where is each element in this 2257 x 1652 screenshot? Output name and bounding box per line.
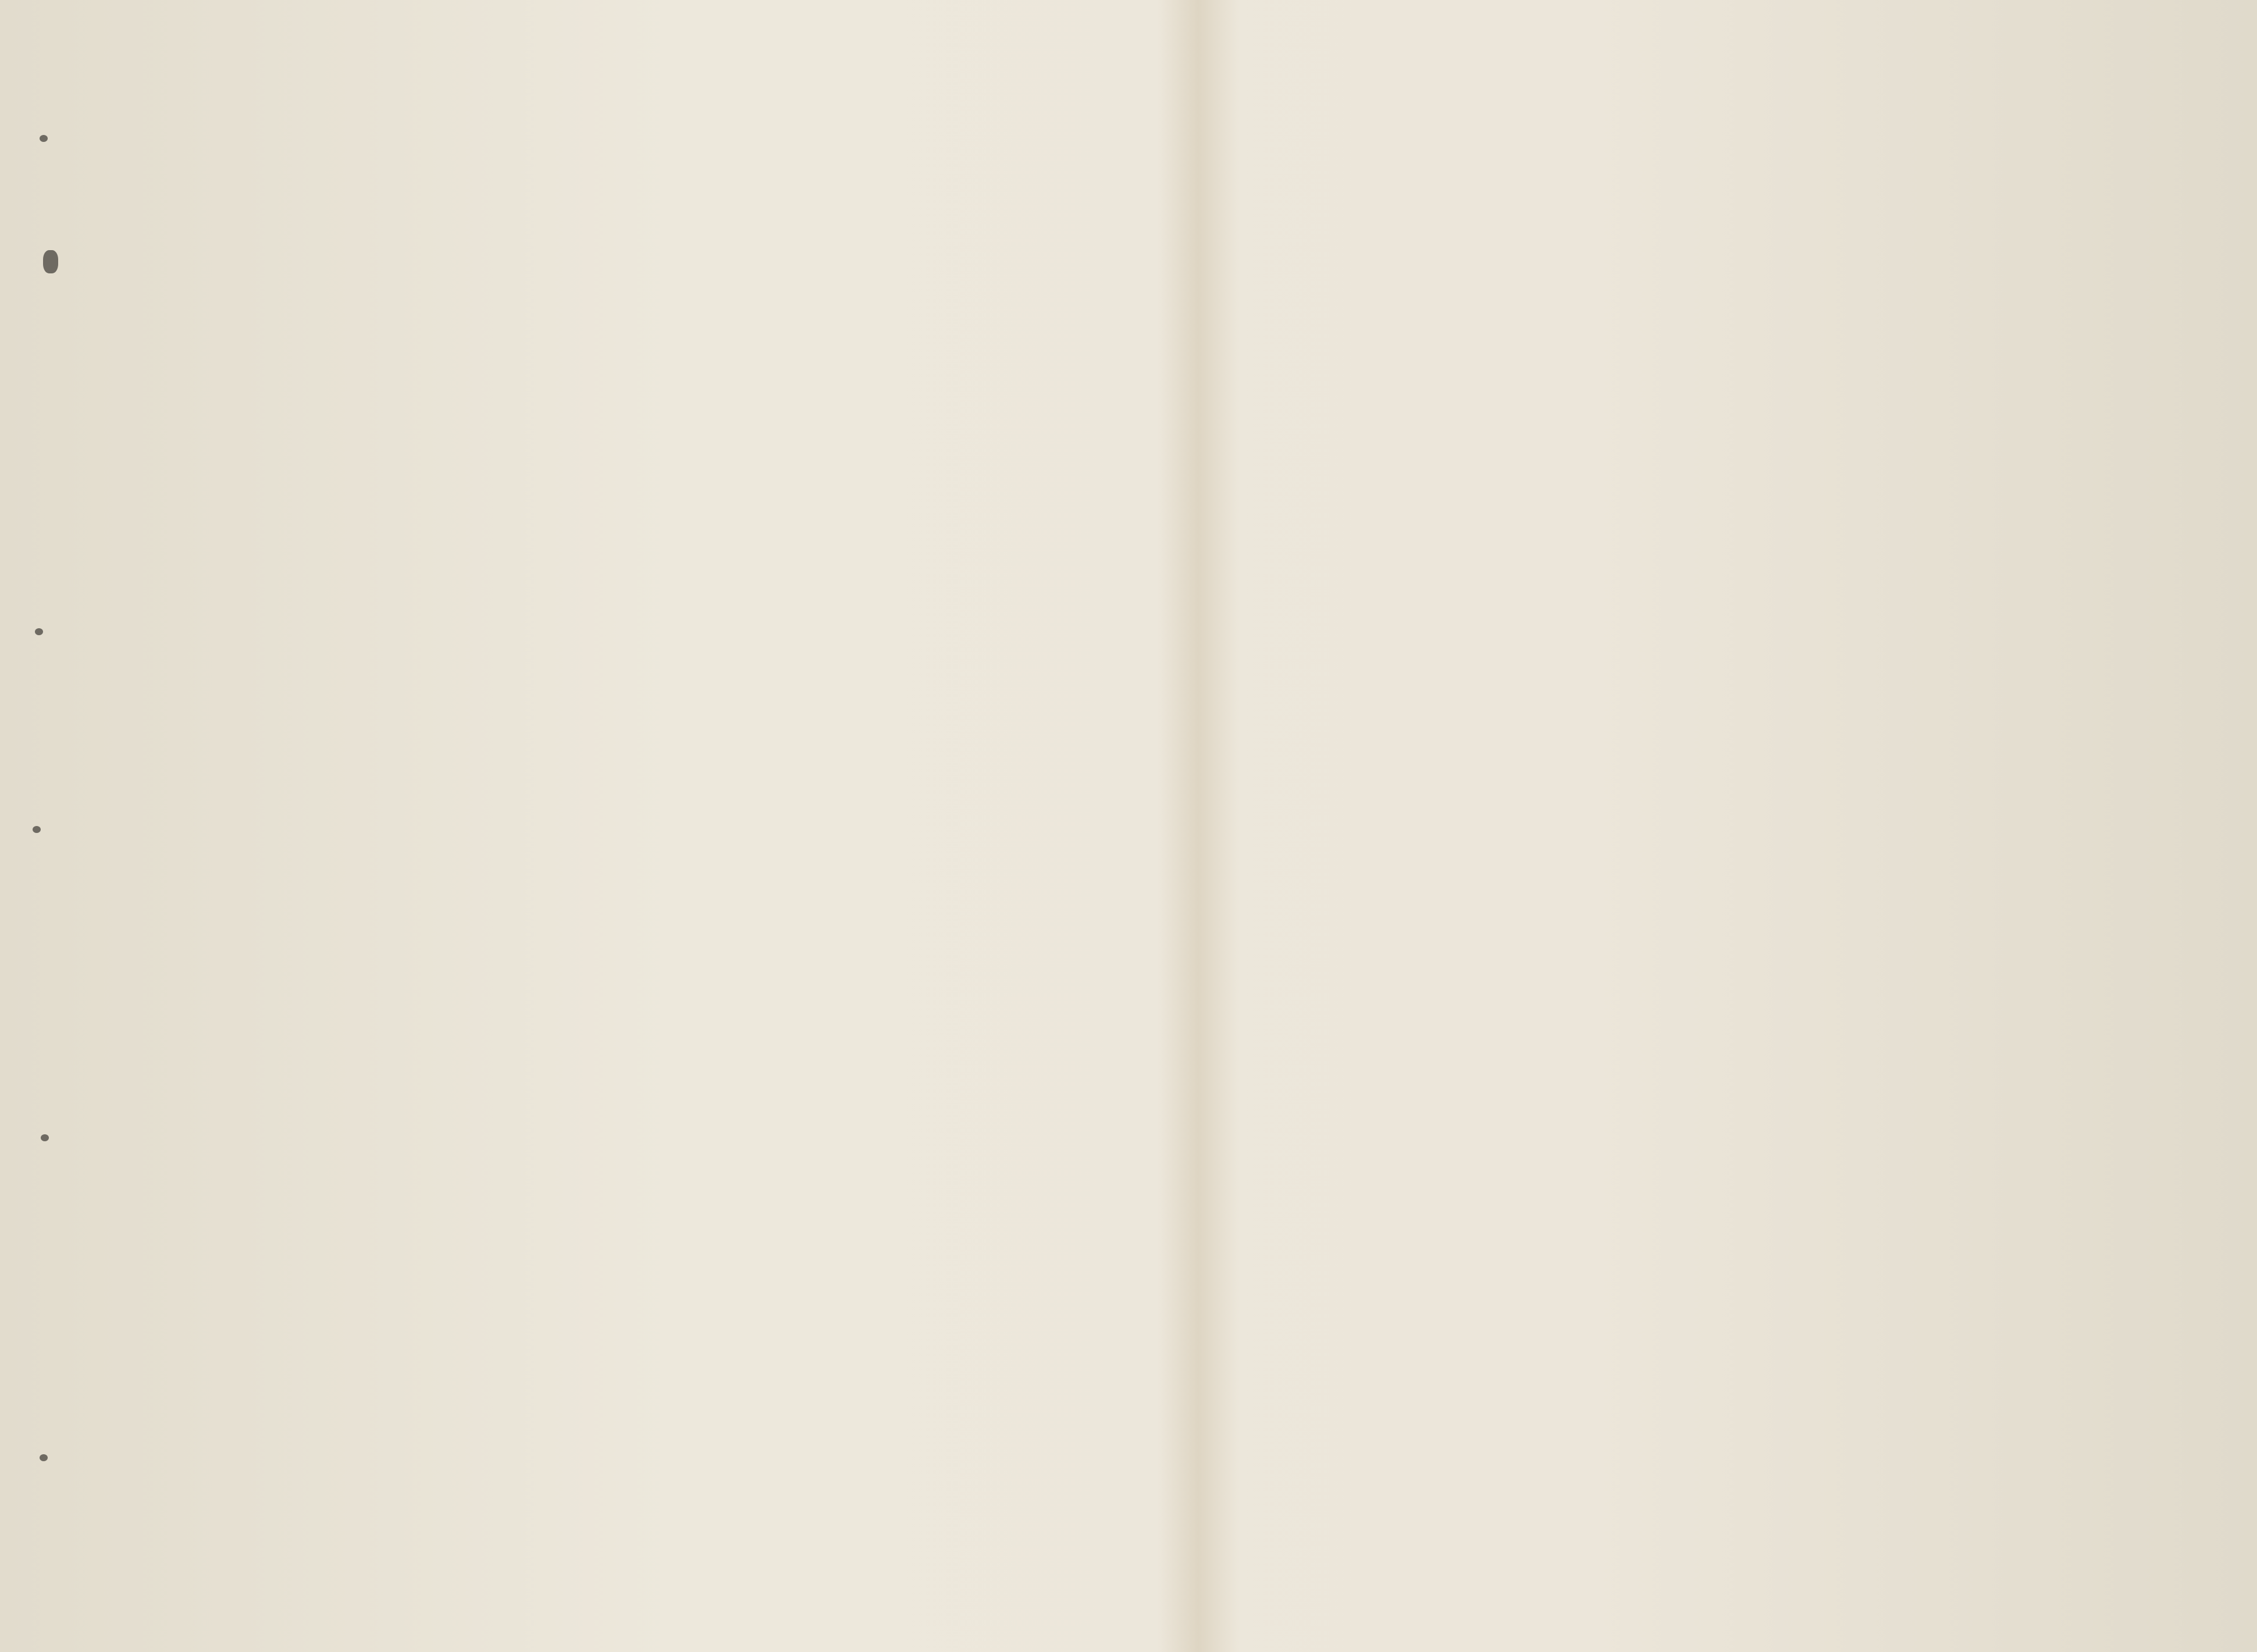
punch-hole: [35, 628, 43, 635]
header-col-27: [1923, 477, 1957, 651]
header-col-4: [465, 442, 506, 651]
header-col-22: [1736, 524, 1771, 651]
header-col-1: [138, 535, 173, 651]
header-col-16: [1516, 524, 1551, 651]
punch-hole: [41, 1134, 49, 1141]
header-col-25: [1847, 477, 1882, 651]
punch-hole: [40, 135, 48, 142]
header-col-23: [1772, 524, 1807, 651]
header-col-24: [1809, 524, 1844, 651]
header-col-18: [1589, 524, 1624, 651]
header-col-17: [1553, 524, 1587, 651]
header-col-26: [1885, 477, 1920, 651]
punch-hole: [43, 250, 58, 273]
header-col-28: [1969, 477, 2016, 651]
header-col-6: [596, 442, 637, 651]
punch-hole: [40, 1454, 48, 1461]
header-col-14: [1443, 524, 1478, 651]
header-col-2: [172, 460, 212, 651]
header-col-13: [1407, 524, 1441, 651]
header-col-19: [1626, 524, 1661, 651]
punch-hole: [33, 826, 41, 833]
header-col-5: [544, 442, 579, 651]
header-col-20: [1663, 524, 1697, 651]
header-col-15: [1479, 524, 1514, 651]
header-col-21: [1699, 524, 1734, 651]
